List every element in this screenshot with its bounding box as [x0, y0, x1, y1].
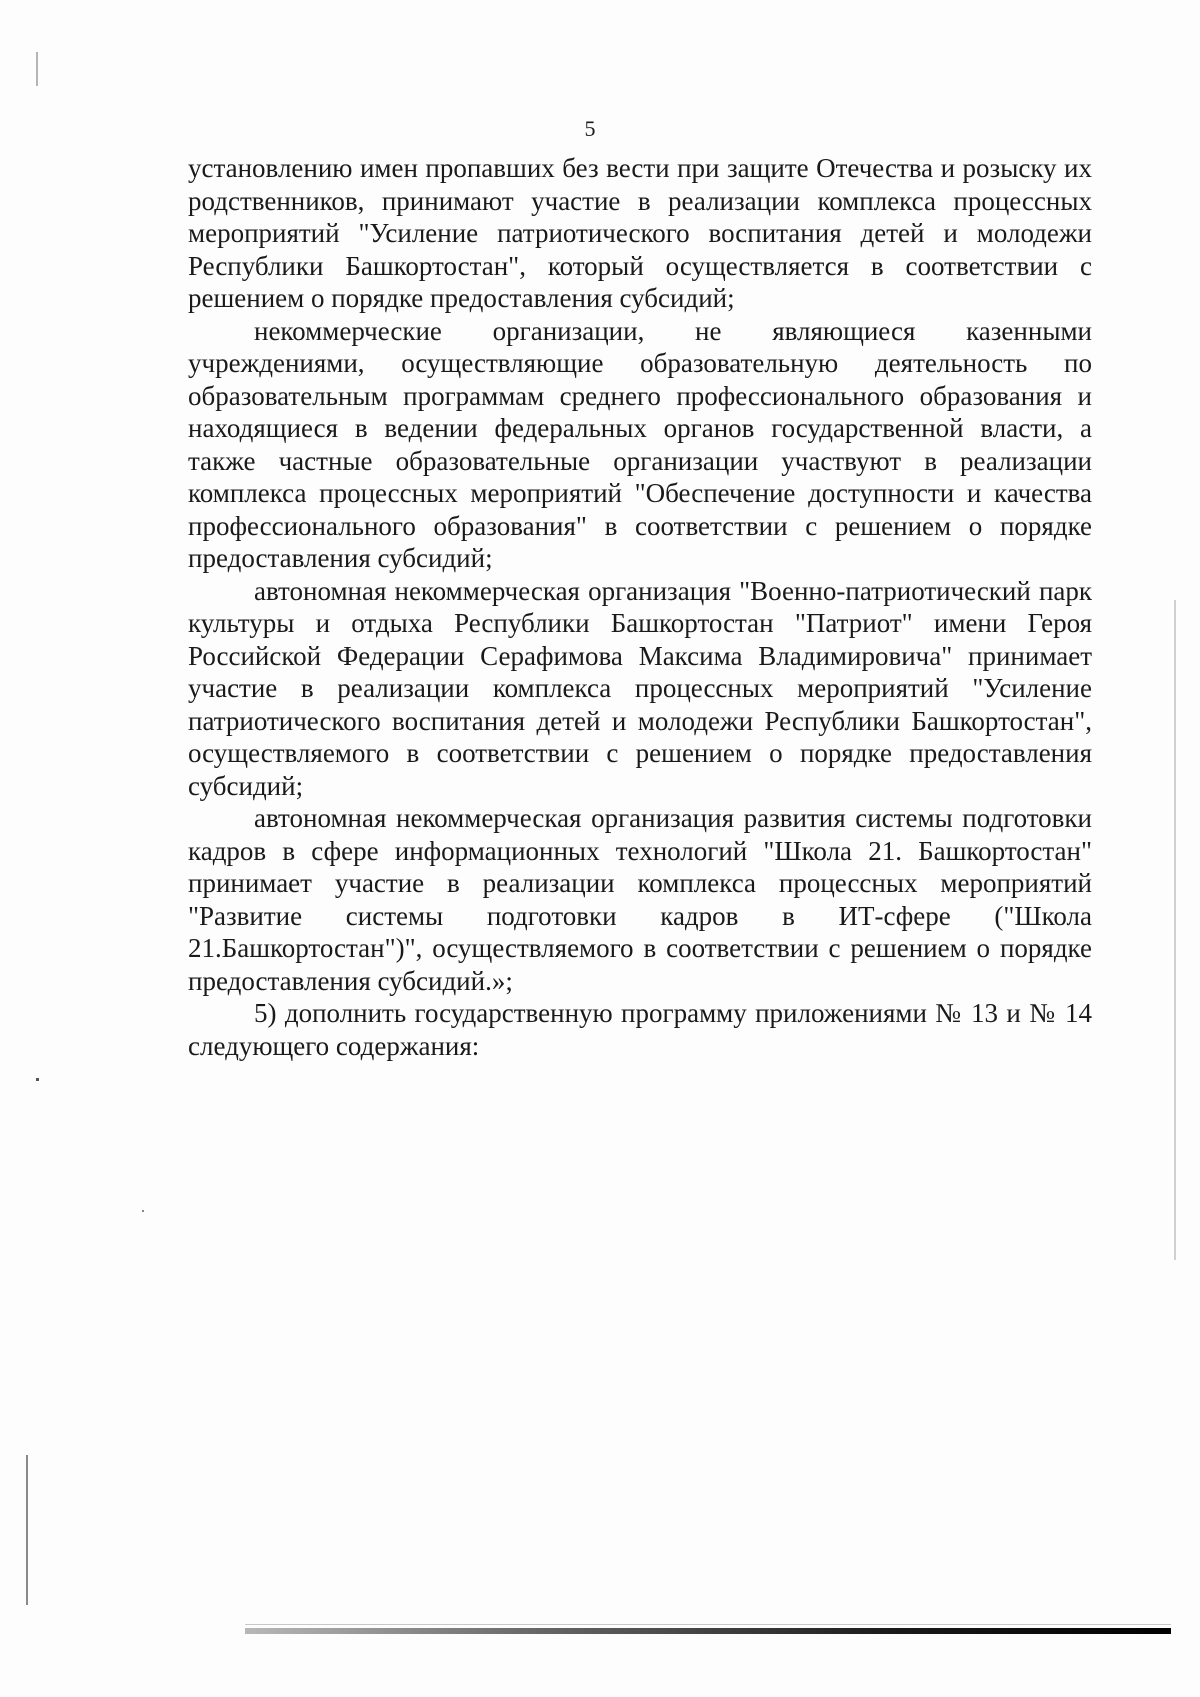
page-number: 5	[584, 116, 596, 141]
scan-speck	[36, 1078, 39, 1081]
paragraph-5: 5) дополнить государственную программу приложениями № 13 и № 14 следующего содержания:	[188, 998, 1092, 1061]
scan-artifact-right	[1174, 600, 1176, 1260]
paragraph-3: автономная некоммерческая организация "Военно-патриотический парк культуры и отдыха Республики Башкортостан "Патриот" имени Героя Российской Федерации Серафимова Максима Владимировича" принимает участие в реализации комплекса процессных мероприятий "Усиление патриотического воспитания детей и молодежи Республики Башкортостан", осуществляемого в соответствии с решением о порядке предоставления субсидий;	[188, 575, 1092, 801]
scan-artifact-top-left	[36, 52, 38, 86]
paragraph-1: установлению имен пропавших без вести при защите Отечества и розыску их родственников, принимают участие в реализации комплекса процессных мероприятий "Усиление патриотического воспитания детей и молодежи Республики Башкортостан", который осуществляется в соответствии с решением о порядке предоставления субсидий;	[188, 153, 1092, 313]
scan-edge-line	[245, 1624, 1171, 1625]
scan-speck	[142, 1210, 144, 1212]
scan-artifact-bottom-left	[26, 1455, 28, 1605]
scan-edge-bar	[245, 1628, 1171, 1634]
paragraph-4: автономная некоммерческая организация развития системы подготовки кадров в сфере информационных технологий "Школа 21. Башкортостан" принимает участие в реализации комплекса процессных мероприятий "Развитие системы подготовки кадров в ИТ-сфере ("Школа 21.Башкортостан")", осуществляемого в соответствии с решением о порядке предоставления субсидий.»;	[188, 803, 1092, 996]
paragraph-2: некоммерческие организации, не являющиеся казенными учреждениями, осуществляющие образовательную деятельность по образовательным программам среднего профессионального образования и находящиеся в ведении федеральных органов государственной власти, а также частные образовательные организации участвуют в реализации комплекса процессных мероприятий "Обеспечение доступности и качества профессионального образования" в соответствии с решением о порядке предоставления субсидий;	[188, 315, 1092, 573]
body-text	[188, 152, 1092, 1062]
